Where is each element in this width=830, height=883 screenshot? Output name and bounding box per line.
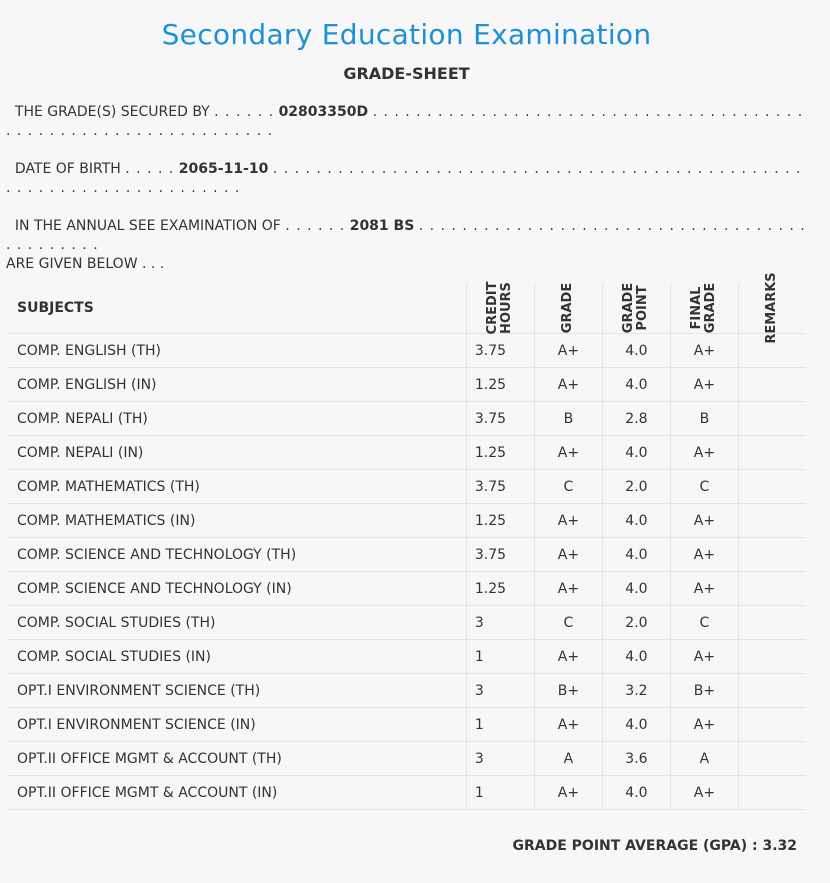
table-row xyxy=(7,470,806,504)
table-row xyxy=(7,538,806,572)
final-grade-cell: A+ xyxy=(670,368,738,402)
subject-cell: COMP. NEPALI (IN) xyxy=(7,436,466,470)
grade-point-cell: 4.0 xyxy=(602,436,670,470)
final-grade-cell: B xyxy=(670,402,738,436)
grade-point-cell: 3.2 xyxy=(602,674,670,708)
remarks-cell xyxy=(738,504,806,538)
final-grade-cell: C xyxy=(670,470,738,504)
credit-hours-cell: 1 xyxy=(466,708,534,742)
table-row xyxy=(7,776,806,810)
grade-point-cell: 4.0 xyxy=(602,504,670,538)
remarks-cell xyxy=(738,470,806,504)
grade-cell: A+ xyxy=(534,334,602,368)
page-title: Secondary Education Examination xyxy=(161,18,652,51)
credit-hours-cell: 1.25 xyxy=(466,572,534,606)
grade-cell: B+ xyxy=(534,674,602,708)
grade-cell: A+ xyxy=(534,538,602,572)
header-subjects: SUBJECTS xyxy=(7,283,466,334)
remarks-cell xyxy=(738,538,806,572)
gpa-summary: GRADE POINT AVERAGE (GPA) : 3.32 xyxy=(512,838,797,854)
remarks-cell xyxy=(738,776,806,810)
exam-line: IN THE ANNUAL SEE EXAMINATION OF . . . . . . 2081 BS . . . . . . . . . . . . . . . . . . . . . . . . . . . . . . . . . . . . . . . . . . . . . ARE GIVEN BELOW . . . xyxy=(6,218,806,272)
table-row xyxy=(7,674,806,708)
grade-cell: A+ xyxy=(534,708,602,742)
credit-hours-cell: 3.75 xyxy=(466,334,534,368)
remarks-cell xyxy=(738,402,806,436)
grade-point-cell: 4.0 xyxy=(602,572,670,606)
final-grade-cell: A+ xyxy=(670,572,738,606)
remarks-cell xyxy=(738,606,806,640)
header-credit-hours: CREDIT HOURS xyxy=(466,283,534,334)
remarks-cell xyxy=(738,674,806,708)
remarks-cell xyxy=(738,368,806,402)
grade-cell: A+ xyxy=(534,436,602,470)
credit-hours-cell: 1 xyxy=(466,640,534,674)
grades-table xyxy=(7,272,806,810)
header-final-grade: FINAL GRADE xyxy=(670,283,738,334)
grade-point-cell: 4.0 xyxy=(602,334,670,368)
given-below-text: ARE GIVEN BELOW . . . xyxy=(6,256,165,272)
grade-cell: A+ xyxy=(534,572,602,606)
table-row xyxy=(7,402,806,436)
subject-cell: COMP. SOCIAL STUDIES (TH) xyxy=(7,606,466,640)
grade-point-cell: 4.0 xyxy=(602,368,670,402)
table-row xyxy=(7,436,806,470)
subject-cell: OPT.I ENVIRONMENT SCIENCE (IN) xyxy=(7,708,466,742)
grade-point-cell: 4.0 xyxy=(602,776,670,810)
grade-cell: A xyxy=(534,742,602,776)
credit-hours-cell: 3.75 xyxy=(466,402,534,436)
credit-hours-cell: 3 xyxy=(466,742,534,776)
subject-cell: COMP. ENGLISH (TH) xyxy=(7,334,466,368)
grade-cell: B xyxy=(534,402,602,436)
remarks-cell xyxy=(738,436,806,470)
grade-point-cell: 2.8 xyxy=(602,402,670,436)
final-grade-cell: A+ xyxy=(670,640,738,674)
table-row xyxy=(7,572,806,606)
grades-table-header xyxy=(7,283,806,334)
grade-point-cell: 2.0 xyxy=(602,470,670,504)
subject-cell: COMP. ENGLISH (IN) xyxy=(7,368,466,402)
subject-cell: OPT.II OFFICE MGMT & ACCOUNT (IN) xyxy=(7,776,466,810)
credit-hours-cell: 3 xyxy=(466,674,534,708)
remarks-cell xyxy=(738,640,806,674)
final-grade-cell: A+ xyxy=(670,436,738,470)
table-row xyxy=(7,504,806,538)
final-grade-cell: A+ xyxy=(670,334,738,368)
dob-line: DATE OF BIRTH . . . . . 2065-11-10 . . . . . . . . . . . . . . . . . . . . . . . . . . . . . . . . . . . . . . . . . . . . . . . . . . . . . . . . . . . . . . . . . . . . . . . xyxy=(6,161,802,196)
credit-hours-cell: 1.25 xyxy=(466,368,534,402)
credit-hours-cell: 1 xyxy=(466,776,534,810)
header-grade-point: GRADE POINT xyxy=(602,283,670,334)
grade-cell: A+ xyxy=(534,504,602,538)
credit-hours-cell: 1.25 xyxy=(466,504,534,538)
header-grade: GRADE xyxy=(534,283,602,334)
subject-cell: OPT.II OFFICE MGMT & ACCOUNT (TH) xyxy=(7,742,466,776)
credit-hours-cell: 3.75 xyxy=(466,470,534,504)
date-of-birth: 2065-11-10 xyxy=(178,161,269,177)
subject-cell: COMP. MATHEMATICS (TH) xyxy=(7,470,466,504)
exam-label: IN THE ANNUAL SEE EXAMINATION OF xyxy=(14,218,281,234)
credit-hours-cell: 1.25 xyxy=(466,436,534,470)
secured-by-label: THE GRADE(S) SECURED BY xyxy=(14,104,210,120)
final-grade-cell: B+ xyxy=(670,674,738,708)
grade-cell: A+ xyxy=(534,776,602,810)
grade-point-cell: 4.0 xyxy=(602,538,670,572)
grade-point-cell: 3.6 xyxy=(602,742,670,776)
table-row xyxy=(7,640,806,674)
grade-point-cell: 2.0 xyxy=(602,606,670,640)
secured-by-line: THE GRADE(S) SECURED BY . . . . . . 02803350D . . . . . . . . . . . . . . . . . . . . . . . . . . . . . . . . . . . . . . . . . . . . . . . . . . . . . . . . . . . . . . . . . xyxy=(6,104,804,139)
credit-hours-cell: 3.75 xyxy=(466,538,534,572)
subject-cell: COMP. MATHEMATICS (IN) xyxy=(7,504,466,538)
grade-sheet-heading: GRADE-SHEET xyxy=(343,64,470,83)
table-row xyxy=(7,606,806,640)
grade-cell: C xyxy=(534,606,602,640)
remarks-cell xyxy=(738,708,806,742)
symbol-number: 02803350D xyxy=(278,104,369,120)
subject-cell: COMP. SCIENCE AND TECHNOLOGY (TH) xyxy=(7,538,466,572)
subject-cell: OPT.I ENVIRONMENT SCIENCE (TH) xyxy=(7,674,466,708)
final-grade-cell: A+ xyxy=(670,538,738,572)
table-row xyxy=(7,334,806,368)
table-row xyxy=(7,708,806,742)
final-grade-cell: A+ xyxy=(670,776,738,810)
header-remarks: REMARKS xyxy=(738,283,806,334)
table-row xyxy=(7,742,806,776)
grade-cell: C xyxy=(534,470,602,504)
final-grade-cell: A+ xyxy=(670,708,738,742)
grade-cell: A+ xyxy=(534,640,602,674)
subject-cell: COMP. SOCIAL STUDIES (IN) xyxy=(7,640,466,674)
grade-point-cell: 4.0 xyxy=(602,708,670,742)
final-grade-cell: C xyxy=(670,606,738,640)
subject-cell: COMP. NEPALI (TH) xyxy=(7,402,466,436)
table-row xyxy=(7,368,806,402)
credit-hours-cell: 3 xyxy=(466,606,534,640)
exam-year: 2081 BS xyxy=(349,218,415,234)
remarks-cell xyxy=(738,742,806,776)
remarks-cell xyxy=(738,572,806,606)
final-grade-cell: A xyxy=(670,742,738,776)
dob-label: DATE OF BIRTH xyxy=(14,161,121,177)
final-grade-cell: A+ xyxy=(670,504,738,538)
grade-point-cell: 4.0 xyxy=(602,640,670,674)
subject-cell: COMP. SCIENCE AND TECHNOLOGY (IN) xyxy=(7,572,466,606)
grade-cell: A+ xyxy=(534,368,602,402)
